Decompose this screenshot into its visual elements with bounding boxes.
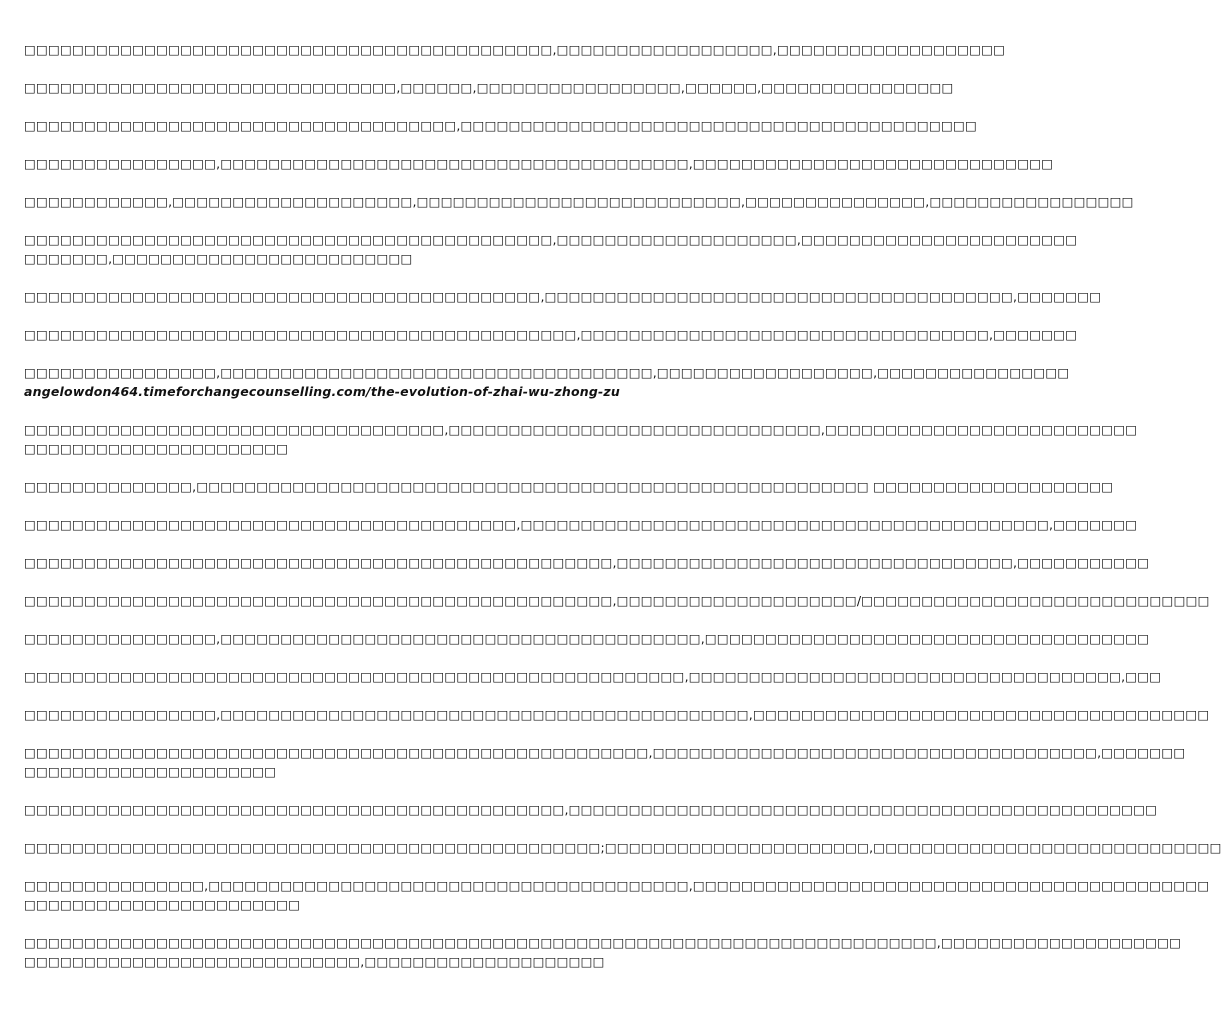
paragraph-4: □□□□□□□□□□□□□□□□,□□□□□□□□□□□□□□□□□□□□□□□□□□□□□□□□□□□□□□□,□□□□□□□□□□□□□□□□□□□□□□□□□□□□□□	[24, 156, 1054, 171]
paragraph-9-line-1: □□□□□□□□□□□□□□□□,□□□□□□□□□□□□□□□□□□□□□□□□□□□□□□□□□□□□,□□□□□□□□□□□□□□□□□□,□□□□□□□□□□□□□□□□	[24, 365, 1070, 380]
paragraph-22-line-2: □□□□□□□□□□□□□□□□□□□□□□□□□□□□,□□□□□□□□□□□□□□□□□□□□	[24, 954, 605, 969]
paragraph-16: □□□□□□□□□□□□□□□□□□□□□□□□□□□□□□□□□□□□□□□□□□□□□□□□□□□□□□□,□□□□□□□□□□□□□□□□□□□□□□□□□□□□□□□□□□□□,□□□	[24, 669, 1162, 684]
article-link[interactable]: angelowdon464.timeforchangecounselling.com/the-evolution-of-zhai-wu-zhong-zu	[24, 384, 620, 399]
paragraph-8: □□□□□□□□□□□□□□□□□□□□□□□□□□□□□□□□□□□□□□□□□□□□□□,□□□□□□□□□□□□□□□□□□□□□□□□□□□□□□□□□□,□□□□□□□	[24, 327, 1078, 342]
paragraph-13: □□□□□□□□□□□□□□□□□□□□□□□□□□□□□□□□□□□□□□□□□□□□□□□□□,□□□□□□□□□□□□□□□□□□□□□□□□□□□□□□□□□,□□□□□□□□□□□	[24, 555, 1150, 570]
paragraph-19: □□□□□□□□□□□□□□□□□□□□□□□□□□□□□□□□□□□□□□□□□□□□□,□□□□□□□□□□□□□□□□□□□□□□□□□□□□□□□□□□□□□□□□□□□□□□□□□	[24, 802, 1158, 817]
paragraph-10-line-1: □□□□□□□□□□□□□□□□□□□□□□□□□□□□□□□□□□□,□□□□□□□□□□□□□□□□□□□□□□□□□□□□□□□,□□□□□□□□□□□□□□□□□□□□□□□□□□	[24, 422, 1138, 437]
paragraph-2: □□□□□□□□□□□□□□□□□□□□□□□□□□□□□□□,□□□□□□,□□□□□□□□□□□□□□□□□,□□□□□□,□□□□□□□□□□□□□□□□	[24, 80, 954, 95]
paragraph-6-line-2: □□□□□□□,□□□□□□□□□□□□□□□□□□□□□□□□□	[24, 251, 413, 266]
paragraph-12: □□□□□□□□□□□□□□□□□□□□□□□□□□□□□□□□□□□□□□□□□,□□□□□□□□□□□□□□□□□□□□□□□□□□□□□□□□□□□□□□□□□□□□,□□□□□□□	[24, 517, 1138, 532]
paragraph-11: □□□□□□□□□□□□□□,□□□□□□□□□□□□□□□□□□□□□□□□□□□□□□□□□□□□□□□□□□□□□□□□□□□□□□□□ □□□□□□□□□□□□□□□□□□□□	[24, 479, 1114, 494]
paragraph-18	[24, 743, 1186, 781]
document-body	[24, 40, 1222, 990]
paragraph-3: □□□□□□□□□□□□□□□□□□□□□□□□□□□□□□□□□□□□,□□□□□□□□□□□□□□□□□□□□□□□□□□□□□□□□□□□□□□□□□□□	[24, 118, 977, 133]
paragraph-18-line-2: □□□□□□□□□□□□□□□□□□□□□	[24, 764, 277, 779]
paragraph-10	[24, 420, 1138, 458]
paragraph-18-line-1: □□□□□□□□□□□□□□□□□□□□□□□□□□□□□□□□□□□□□□□□□□□□□□□□□□□□,□□□□□□□□□□□□□□□□□□□□□□□□□□□□□□□□□□□□□,□□□□□□□	[24, 745, 1186, 760]
paragraph-9	[24, 363, 1070, 401]
paragraph-22	[24, 933, 1182, 971]
paragraph-7: □□□□□□□□□□□□□□□□□□□□□□□□□□□□□□□□□□□□□□□□□□□,□□□□□□□□□□□□□□□□□□□□□□□□□□□□□□□□□□□□□□□,□□□□□□□	[24, 289, 1102, 304]
paragraph-6-line-1: □□□□□□□□□□□□□□□□□□□□□□□□□□□□□□□□□□□□□□□□□□□□,□□□□□□□□□□□□□□□□□□□□,□□□□□□□□□□□□□□□□□□□□□□□	[24, 232, 1078, 247]
paragraph-20: □□□□□□□□□□□□□□□□□□□□□□□□□□□□□□□□□□□□□□□□□□□□□□□□;□□□□□□□□□□□□□□□□□□□□□□,□□□□□□□□□□□□□□□□□□□□□□□□□□□□□	[24, 840, 1222, 855]
paragraph-21-line-1: □□□□□□□□□□□□□□□,□□□□□□□□□□□□□□□□□□□□□□□□□□□□□□□□□□□□□□□□,□□□□□□□□□□□□□□□□□□□□□□□□□□□□□□□□□□□□□□□□□□□	[24, 878, 1210, 893]
paragraph-22-line-1: □□□□□□□□□□□□□□□□□□□□□□□□□□□□□□□□□□□□□□□□□□□□□□□□□□□□□□□□□□□□□□□□□□□□□□□□□□□□,□□□□□□□□□□□□□□□□□□□□	[24, 935, 1182, 950]
paragraph-6	[24, 230, 1078, 268]
paragraph-21	[24, 876, 1210, 914]
paragraph-14: □□□□□□□□□□□□□□□□□□□□□□□□□□□□□□□□□□□□□□□□□□□□□□□□□,□□□□□□□□□□□□□□□□□□□□/□□□□□□□□□□□□□□□□□□□□□□□□□□□□□	[24, 593, 1210, 608]
paragraph-17: □□□□□□□□□□□□□□□□,□□□□□□□□□□□□□□□□□□□□□□□□□□□□□□□□□□□□□□□□□□□□,□□□□□□□□□□□□□□□□□□□□□□□□□□□□□□□□□□□□□□	[24, 707, 1210, 722]
paragraph-15: □□□□□□□□□□□□□□□□,□□□□□□□□□□□□□□□□□□□□□□□□□□□□□□□□□□□□□□□□,□□□□□□□□□□□□□□□□□□□□□□□□□□□□□□□□□□□□□	[24, 631, 1150, 646]
paragraph-10-line-2: □□□□□□□□□□□□□□□□□□□□□□	[24, 441, 289, 456]
paragraph-1: □□□□□□□□□□□□□□□□□□□□□□□□□□□□□□□□□□□□□□□□□□□□,□□□□□□□□□□□□□□□□□□,□□□□□□□□□□□□□□□□□□□	[24, 42, 1006, 57]
paragraph-5: □□□□□□□□□□□□,□□□□□□□□□□□□□□□□□□□□,□□□□□□□□□□□□□□□□□□□□□□□□□□□,□□□□□□□□□□□□□□□,□□□□□□□□□□□□□□□□□	[24, 194, 1134, 209]
paragraph-21-line-2: □□□□□□□□□□□□□□□□□□□□□□□	[24, 897, 301, 912]
